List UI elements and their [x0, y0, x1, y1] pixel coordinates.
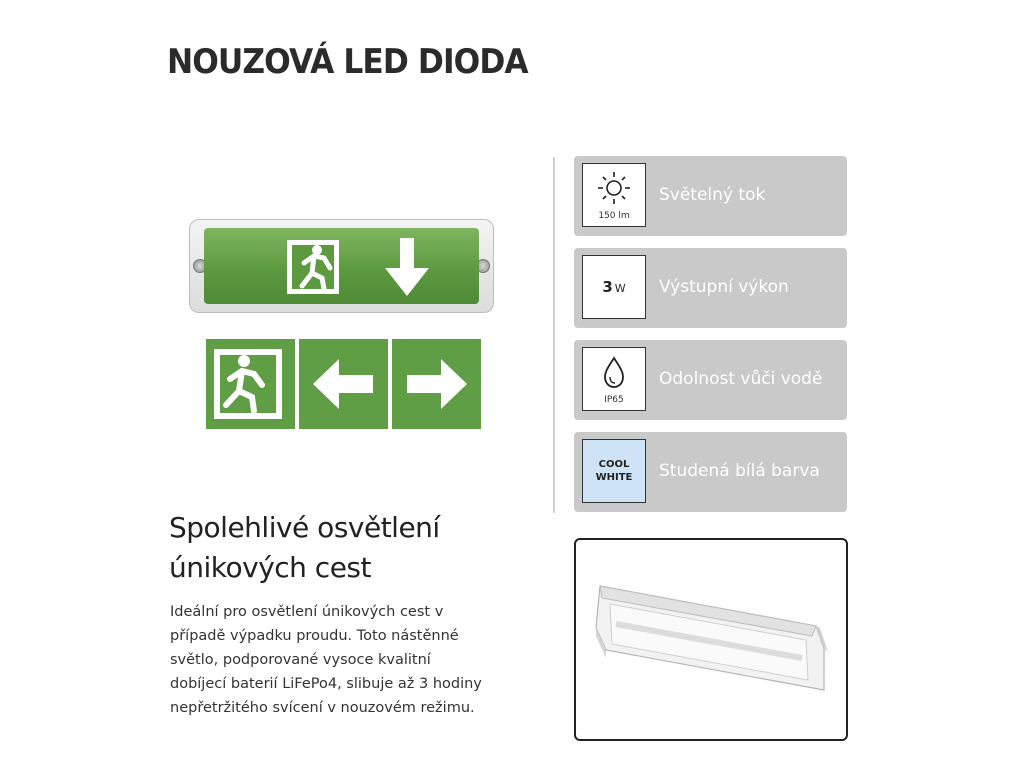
section-heading: [169, 508, 529, 588]
feature-label: Výstupní výkon: [659, 277, 789, 297]
feature-output-power: [574, 248, 847, 328]
power-value: 3: [602, 278, 613, 296]
page-title: NOUZOVÁ LED DIODA: [167, 42, 528, 82]
power-unit: W: [614, 282, 626, 295]
text-line: nepřetržitého svícení v nouzovém režimu.: [170, 700, 475, 716]
text-line: dobíjecí baterií LiFePo4, slibuje až 3 hodiny: [170, 676, 482, 692]
exit-lamp-image: [189, 219, 494, 313]
lamp-product-icon: [596, 586, 828, 690]
feature-luminous-flux: [574, 156, 847, 236]
product-photo: [574, 538, 848, 741]
exit-sign-man: [206, 339, 295, 429]
exit-sign-left: [299, 339, 388, 429]
color-temperature-icon: [582, 439, 646, 503]
feature-label: Odolnost vůči vodě: [659, 369, 823, 389]
feature-water-resistance: [574, 340, 847, 420]
vertical-divider: [553, 157, 555, 513]
water-drop-icon: [605, 358, 623, 387]
feature-color-temperature: [574, 432, 847, 512]
cool-text-line2: WHITE: [595, 472, 633, 483]
arrow-right-icon: [407, 359, 467, 409]
power-icon: [583, 278, 645, 296]
sun-icon: [598, 172, 630, 204]
feature-label: Studená bílá barva: [659, 461, 820, 481]
ip-rating-value: IP65: [604, 395, 624, 405]
arrow-left-icon: [313, 359, 373, 409]
exit-sign-panel: [204, 228, 479, 304]
cool-text-line1: COOL: [598, 459, 630, 470]
running-man-door-icon: [287, 240, 339, 294]
exit-sign-right: [392, 339, 481, 429]
arrow-down-icon: [385, 238, 429, 296]
text-line: Ideální pro osvětlení únikových cest v: [170, 604, 444, 620]
heading-line: únikových cest: [169, 551, 371, 584]
feature-icon-box: [582, 347, 646, 411]
text-line: světlo, podporované vysoce kvalitní: [170, 652, 431, 668]
heading-line: Spolehlivé osvětlení: [169, 511, 440, 544]
luminous-flux-value: 150 lm: [598, 211, 630, 221]
text-line: případě výpadku proudu. Toto nástěnné: [170, 628, 459, 644]
feature-icon-box: [582, 255, 646, 319]
description-text: [170, 600, 550, 720]
feature-icon-box: [582, 163, 646, 227]
color-temperature-value: [583, 458, 645, 484]
feature-label: Světelný tok: [659, 185, 766, 205]
running-man-icon: [214, 349, 282, 419]
